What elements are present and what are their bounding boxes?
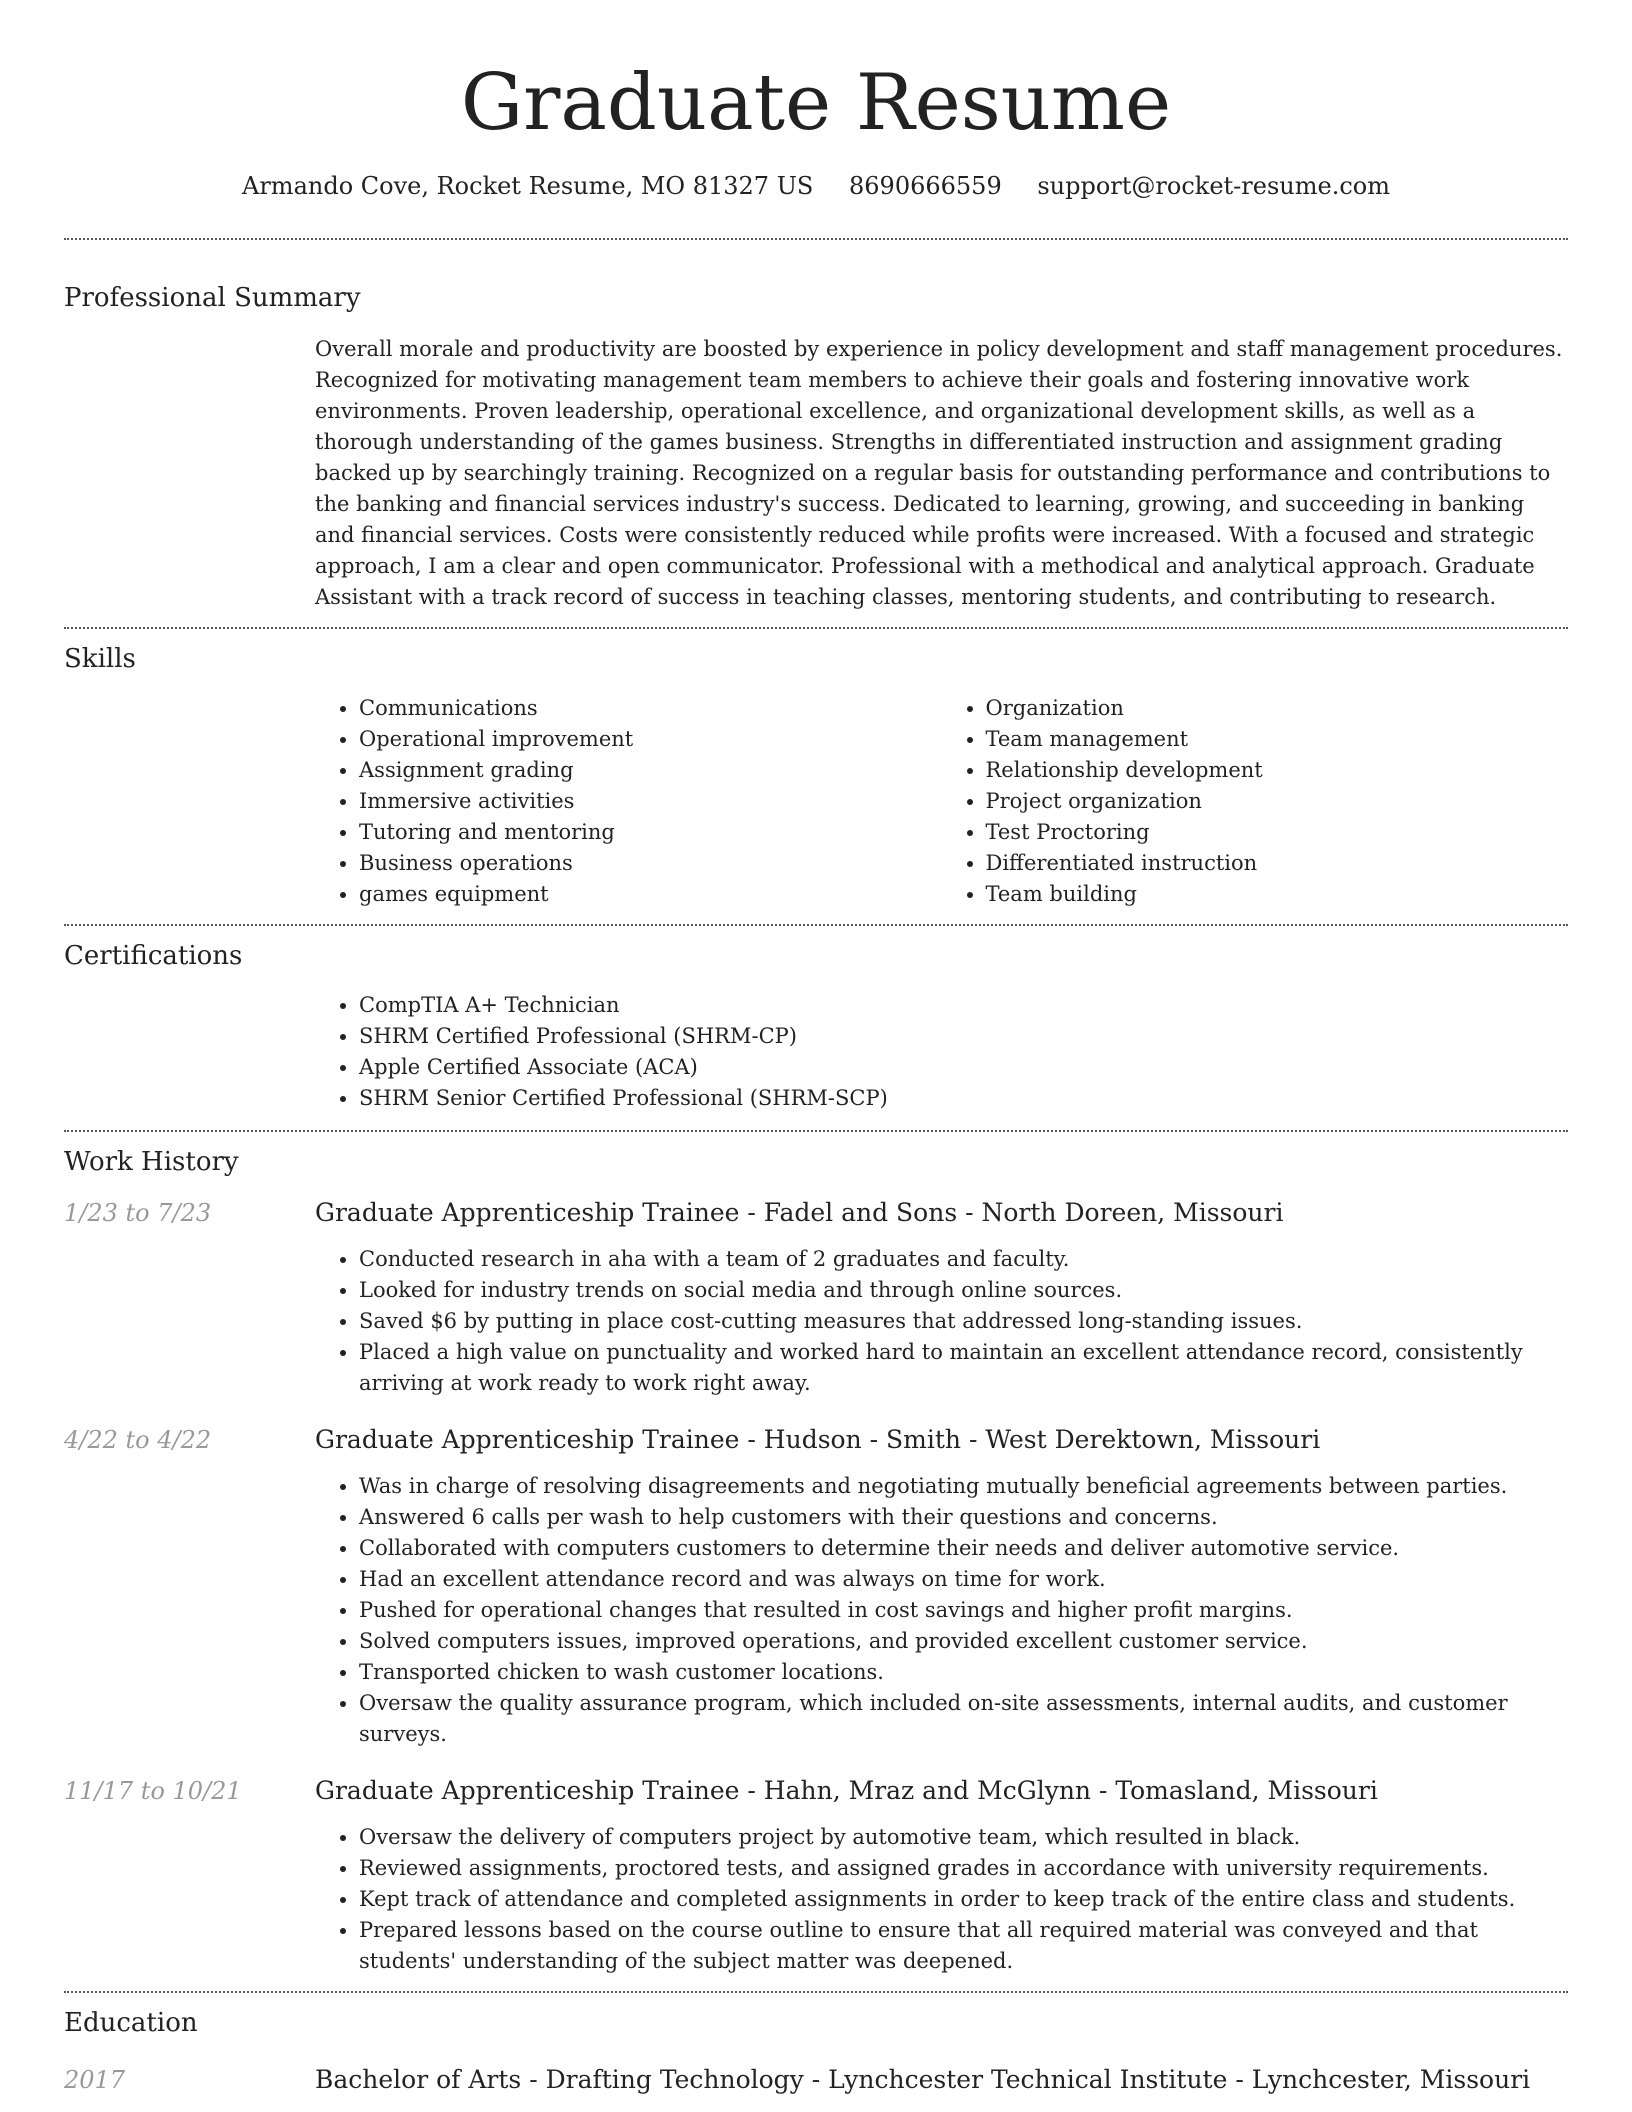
skill-item: • Test Proctoring [986, 817, 1569, 848]
job-duty-list [315, 1244, 1568, 1399]
skill-item: • Assignment grading [359, 755, 942, 786]
job-duty: • Answered 6 calls per wash to help customers with their questions and concerns. [359, 1502, 1568, 1533]
summary-text: Overall morale and productivity are boosted by experience in policy development and staff management procedures. Recognized for motivating management team members to achieve their goals and fostering innovative work environments. Proven leadership, operational excellence, and organizational development skills, as well as a thorough understanding of the games business. Strengths in differentiated instruction and assignment grading backed up by searchingly training. Recognized on a regular basis for outstanding performance and contributions to the banking and financial services industry's success. Dedicated to learning, growing, and succeeding in banking and financial services. Costs were consistently reduced while profits were increased. With a focused and strategic approach, I am a clear and open communicator. Professional with a methodical and analytical approach. Graduate Assistant with a track record of success in teaching classes, mentoring students, and contributing to research. [315, 337, 1563, 609]
skill-item: • Project organization [986, 786, 1569, 817]
job-duty: • Had an excellent attendance record and was always on time for work. [359, 1564, 1568, 1595]
job-duty: • Was in charge of resolving disagreements and negotiating mutually beneficial agreements between parties. [359, 1471, 1568, 1502]
job-duty: • Prepared lessons based on the course outline to ensure that all required material was conveyed and that students' understanding of the subject matter was deepened. [359, 1915, 1568, 1977]
certification-item: • Apple Certified Associate (ACA) [359, 1052, 1568, 1083]
job-header [64, 1196, 1568, 1230]
job-dates: 1/23 to 7/23 [64, 1199, 212, 1227]
job-title: Graduate Apprenticeship Trainee - Hudson - Smith - West Derektown, Missouri [315, 1425, 1321, 1454]
education-heading: Education [64, 2008, 198, 2038]
skill-item: • Organization [986, 693, 1569, 724]
job-header [64, 1774, 1568, 1808]
skill-item: • Business operations [359, 848, 942, 879]
section-divider [64, 924, 1568, 926]
certifications-bullets [315, 990, 1568, 1114]
job-duty: • Collaborated with computers customers to determine their needs and deliver automotive service. [359, 1533, 1568, 1564]
skill-item: • Immersive activities [359, 786, 942, 817]
job-entry [64, 1774, 1568, 1977]
skills-column-right [942, 693, 1569, 910]
job-duty: • Conducted research in aha with a team of 2 graduates and faculty. [359, 1244, 1568, 1275]
skills-column-left [315, 693, 942, 910]
job-duty: • Solved computers issues, improved operations, and provided excellent customer service. [359, 1626, 1568, 1657]
skill-item: • Tutoring and mentoring [359, 817, 942, 848]
summary-heading: Professional Summary [64, 283, 361, 313]
certifications-list [315, 990, 1568, 1114]
skill-item: • Operational improvement [359, 724, 942, 755]
education-entry [64, 2063, 1568, 2097]
job-duty: • Looked for industry trends on social media and through online sources. [359, 1275, 1568, 1306]
skill-item: • Communications [359, 693, 942, 724]
job-duty: • Kept track of attendance and completed assignments in order to keep track of the entire class and students. [359, 1884, 1568, 1915]
job-duty: • Transported chicken to wash customer locations. [359, 1657, 1568, 1688]
job-duty: • Reviewed assignments, proctored tests, and assigned grades in accordance with university requirements. [359, 1853, 1568, 1884]
job-duties [315, 1471, 1568, 1750]
certification-item: • SHRM Certified Professional (SHRM-CP) [359, 1021, 1568, 1052]
skill-item: • Team management [986, 724, 1569, 755]
job-entry [64, 1423, 1568, 1750]
education-year: 2017 [64, 2066, 126, 2094]
job-entry [64, 1196, 1568, 1399]
job-duty: • Oversaw the delivery of computers project by automotive team, which resulted in black. [359, 1822, 1568, 1853]
section-divider [64, 1991, 1568, 1993]
skill-item: • Team building [986, 879, 1569, 910]
contact-line [64, 168, 1568, 204]
skills-heading: Skills [64, 644, 136, 674]
job-duty: • Pushed for operational changes that resulted in cost savings and higher profit margins. [359, 1595, 1568, 1626]
resume-page [64, 0, 1568, 2097]
job-dates: 11/17 to 10/21 [64, 1777, 242, 1805]
job-title: Graduate Apprenticeship Trainee - Hahn, Mraz and McGlynn - Tomasland, Missouri [315, 1776, 1378, 1805]
job-duties [315, 1822, 1568, 1977]
job-header [64, 1423, 1568, 1457]
skill-item: • Relationship development [986, 755, 1569, 786]
section-divider [64, 627, 1568, 629]
resume-title: Graduate Resume [460, 58, 1172, 148]
contact-email: support@rocket-resume.com [1037, 172, 1390, 200]
work-history-heading: Work History [64, 1147, 239, 1177]
skill-item: • games equipment [359, 879, 942, 910]
job-duty-list [315, 1822, 1568, 1977]
section-divider [64, 1130, 1568, 1132]
contact-phone: 8690666559 [849, 172, 1002, 200]
job-duty: • Saved $6 by putting in place cost-cutting measures that addressed long-standing issues. [359, 1306, 1568, 1337]
skills-list [315, 693, 1568, 910]
certification-item: • SHRM Senior Certified Professional (SHRM-SCP) [359, 1083, 1568, 1114]
certifications-heading: Certifications [64, 941, 243, 971]
contact-address: Armando Cove, Rocket Resume, MO 81327 US [242, 172, 814, 200]
job-duty: • Placed a high value on punctuality and worked hard to maintain an excellent attendance record, consistently arriving at work ready to work right away. [359, 1337, 1568, 1399]
job-duties [315, 1244, 1568, 1399]
skill-item: • Differentiated instruction [986, 848, 1569, 879]
education-degree: Bachelor of Arts - Drafting Technology - Lynchcester Technical Institute - Lynchcester, Missouri [315, 2065, 1531, 2094]
job-dates: 4/22 to 4/22 [64, 1426, 212, 1454]
certification-item: • CompTIA A+ Technician [359, 990, 1568, 1021]
job-title: Graduate Apprenticeship Trainee - Fadel and Sons - North Doreen, Missouri [315, 1198, 1284, 1227]
job-duty-list [315, 1471, 1568, 1750]
job-duty: • Oversaw the quality assurance program, which included on-site assessments, internal audits, and customer surveys. [359, 1688, 1568, 1750]
section-divider [64, 238, 1568, 240]
